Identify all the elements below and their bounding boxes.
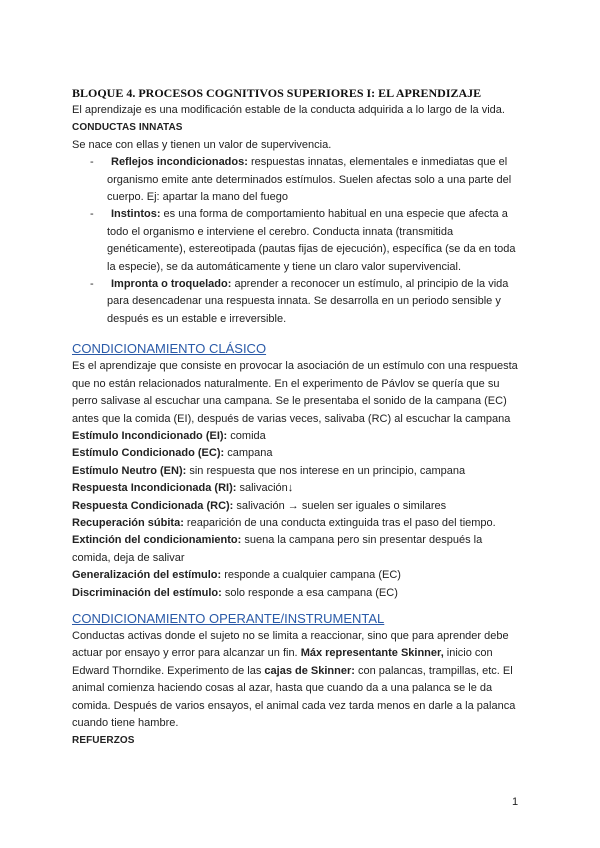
term-line [72,428,522,445]
term-label: Discriminación del estímulo: [72,586,222,599]
list-item-term: Impronta o troquelado: [111,278,232,291]
term-definition: campana [224,447,273,460]
term-line [72,463,522,480]
term-label: Estímulo Neutro (EN): [72,464,187,477]
list-item-text: es una forma de comportamiento habitual en una especie que afecta a todo el organismo e interviene el cerebro. Conducta innata (transmitida genéticamente), estereotipada (pautas fijas de ejecución), específica (se da en toda la especie), se da automáticamente y tiene un claro valor supervivencial. [107,208,516,273]
term-definition: solo responde a esa campana (EC) [221,586,398,599]
term-definition: reaparición de una conducta extinguida tras el paso del tiempo. [183,516,496,529]
term-definition: comida [227,429,266,442]
operante-text-part: Conductas activas donde el sujeto no se limita a reaccionar, sino que para aprender debe actuar por ensayo y error para alcanzar un fin. [72,629,509,660]
term-line [72,532,522,567]
section-spacer [72,328,522,340]
term-line [72,498,522,515]
term-line [72,480,522,497]
list-item [72,276,522,328]
list-item [72,206,522,276]
list-dash: - [90,156,94,169]
operante-bold-part: cajas de Skinner: [264,664,355,677]
refuerzos-heading: REFUERZOS [72,735,135,747]
term-line [72,445,522,462]
document-title: BLOQUE 4. PROCESOS COGNITIVOS SUPERIORES I: EL APRENDIZAJE [72,86,482,100]
clasico-text: Es el aprendizaje que consiste en provocar la asociación de un estímulo con una respuesta que no están relacionados naturalmente. En el experimento de Pávlov se quería que su perro salivase al escuchar una campana. Se le presentaba el sonido de la campana (EC) antes que la comida (EI), después de varias veces, salivaba (RC) al escuchar la campana [72,360,518,425]
page-number: 1 [512,796,519,808]
operante-text-part: con palancas, trampillas, etc. El animal comienza haciendo cosas al azar, hasta que cuando da a una palanca se le da comida. Después de varios ensayos, el animal cada vez tarda menos en darle a la palanca cuando tiene hambre. [72,664,516,729]
term-definition: salivación↓ [236,482,294,495]
term-label: Extinción del condicionamiento: [72,534,242,547]
term-definition: sin respuesta que nos interese en un principio, campana [186,464,466,477]
innatas-heading: CONDUCTAS INNATAS [72,122,183,134]
term-line [72,515,522,532]
list-item [72,154,522,206]
operante-bold-part: Máx representante Skinner, [300,647,444,660]
operante-heading: CONDICIONAMIENTO OPERANTE/INSTRUMENTAL [72,610,385,626]
term-label: Respuesta Condicionada (RC): [72,499,234,512]
list-item-text: aprender a reconocer un estímulo, al principio de la vida para desencadenar una respuesta innata. Se desarrolla en un periodo sensible y después es un estable e irreversible. [107,278,509,325]
operante-text [72,628,522,732]
list-dash: - [90,278,94,291]
term-definition: suena la campana pero sin presentar después la comida, deja de salivar [72,534,483,564]
term-label: Generalización del estímulo: [72,569,222,582]
innatas-text: Se nace con ellas y tienen un valor de supervivencia. [72,138,332,151]
innatas-list [72,154,522,328]
term-definition: responde a cualquier campana (EC) [221,569,401,582]
term-label: Respuesta Incondicionada (RI): [72,482,237,495]
page-content [72,85,522,750]
term-line [72,567,522,584]
term-definition: salivación → suelen ser iguales o similares [233,499,447,512]
term-line [72,585,522,602]
term-label: Recuperación súbita: [72,516,184,529]
term-label: Estímulo Incondicionado (EI): [72,429,228,442]
term-label: Estímulo Condicionado (EC): [72,447,225,460]
list-item-term: Reflejos incondicionados: [111,156,248,169]
clasico-heading: CONDICIONAMIENTO CLÁSICO [72,341,267,357]
section-spacer [72,602,522,610]
list-item-text: respuestas innatas, elementales e inmediatas que el organismo emite ante determinados estímulos. Suelen afectas solo a una parte del cuerpo. Ej: apartar la mano del fuego [107,156,512,204]
list-item-term: Instintos: [111,208,161,221]
intro-paragraph: El aprendizaje es una modificación estable de la conducta adquirida a lo largo de la vida. [72,104,505,116]
list-dash: - [90,208,94,221]
operante-text-part: inicio con Edward Thorndike. Experimento de las [72,647,493,677]
